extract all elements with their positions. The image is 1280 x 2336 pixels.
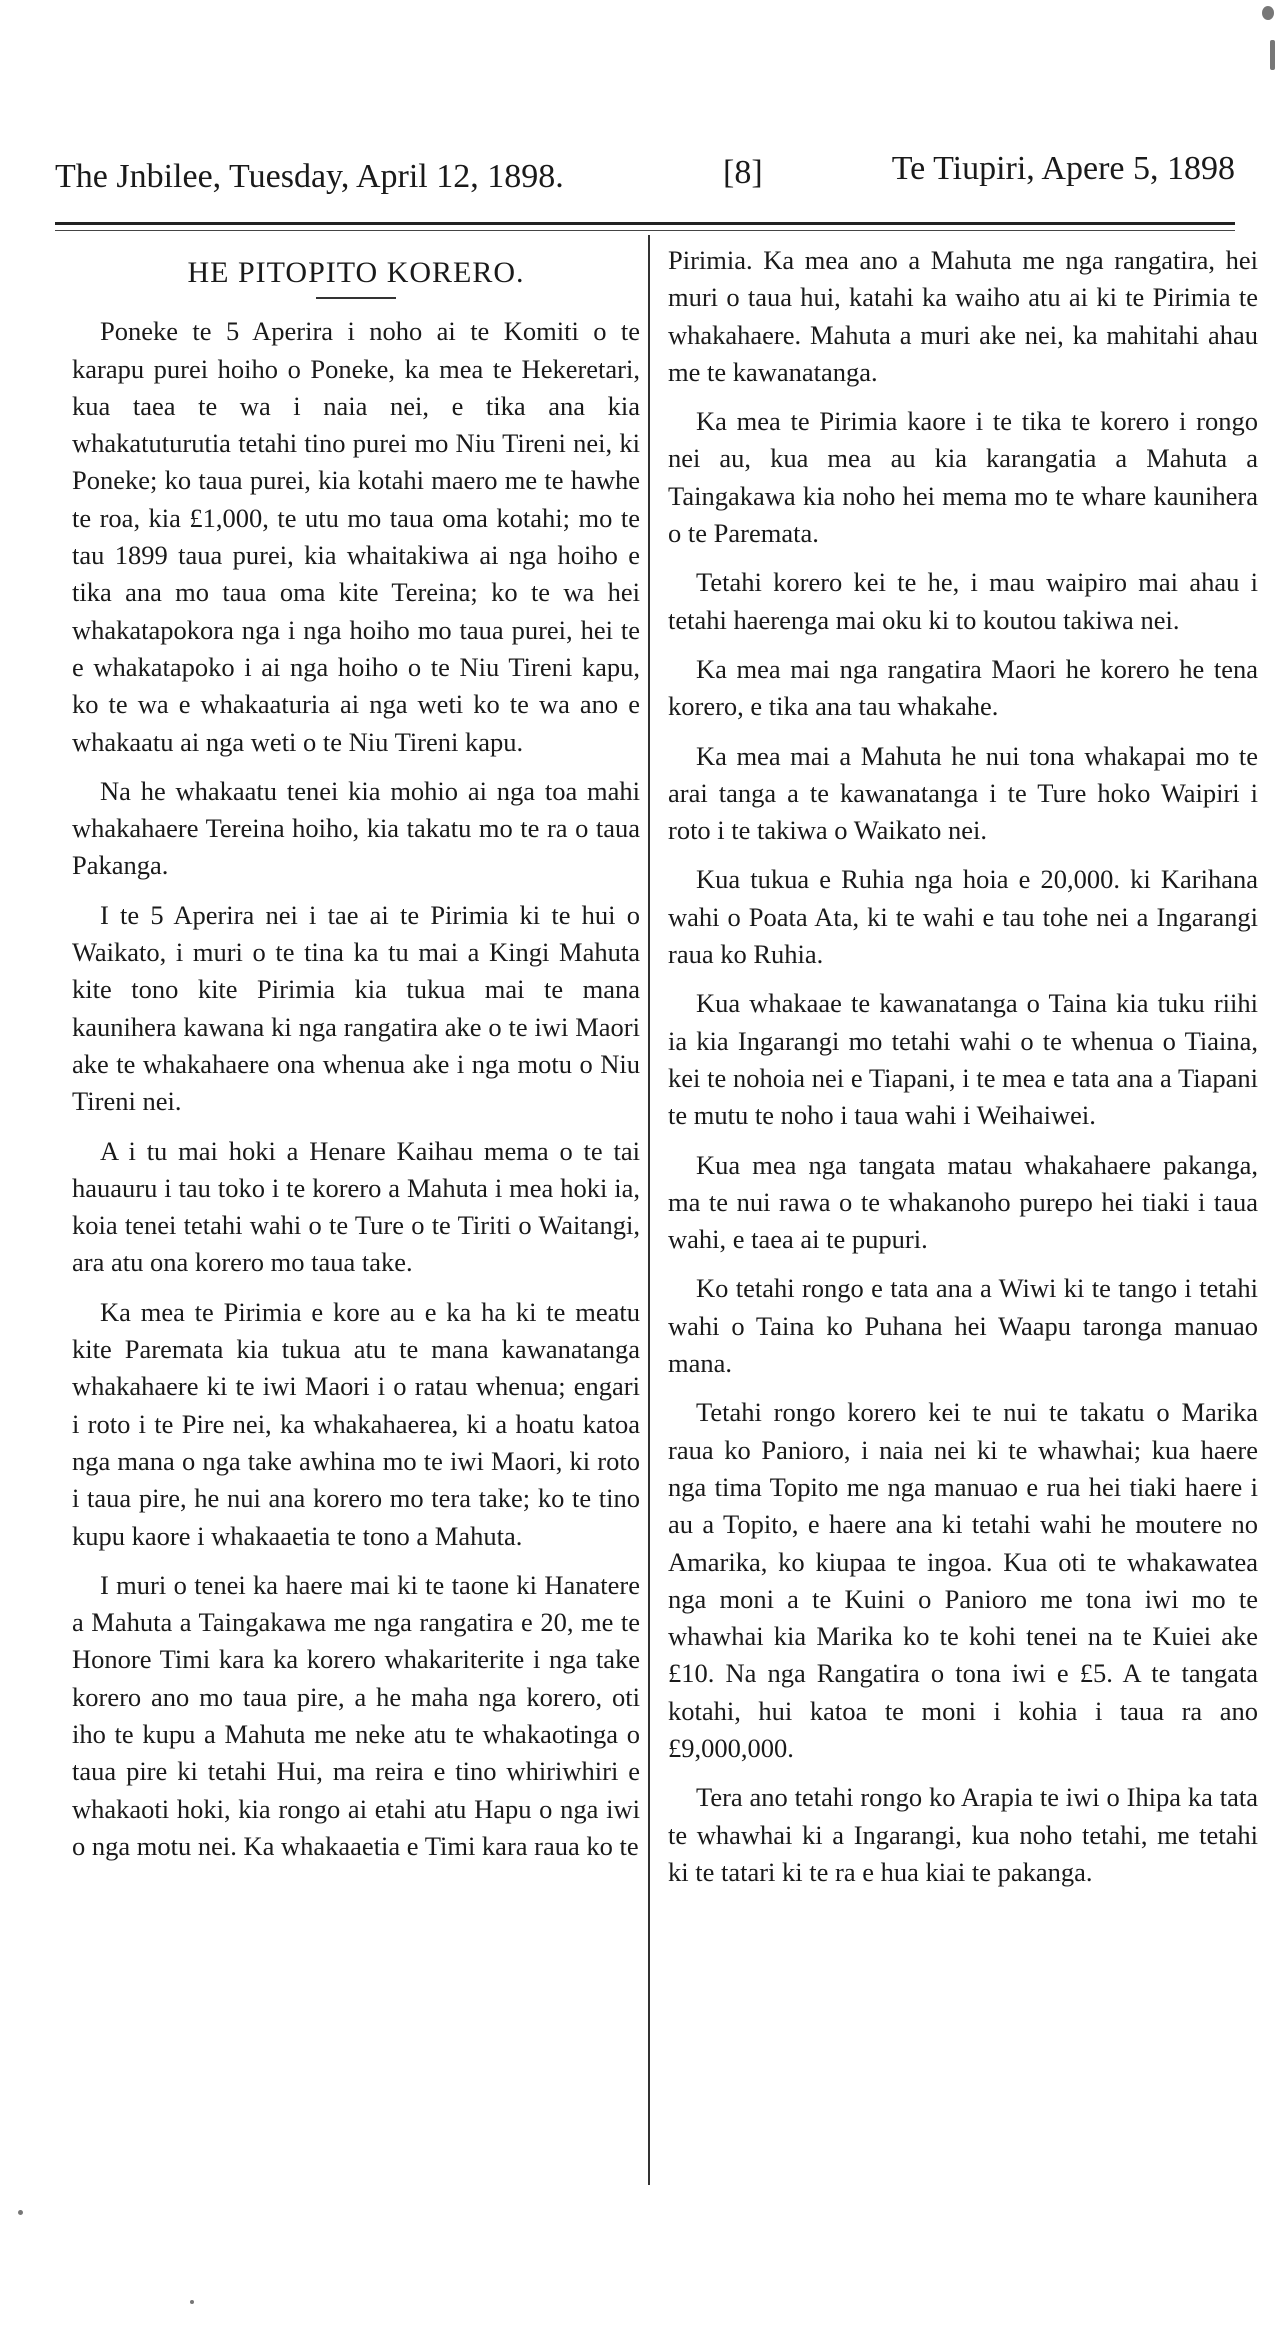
right-column	[668, 242, 1258, 1903]
paragraph: Ka mea te Pirimia kaore i te tika te korero i rongo nei au, kua mea au kia karangatia a Mahuta a Taingakawa kia noho hei mema mo te whare kaunihera o te Paremata.	[668, 406, 1258, 549]
paragraph: Tetahi korero kei te he, i mau waipiro mai ahau i tetahi haerenga mai oku ki to koutou takiwa nei.	[668, 567, 1258, 635]
page-speck	[1270, 40, 1275, 70]
header-date-maori: Te Tiupiri, Apere 5, 1898	[891, 150, 1235, 187]
paragraph: Kua tukua e Ruhia nga hoia e 20,000. ki Karihana wahi o Poata Ata, ki te wahi e tau tohe nei a Ingarangi raua ko Ruhia.	[668, 864, 1258, 970]
page-speck	[1262, 6, 1274, 20]
title-rule	[316, 297, 396, 299]
paragraph: I muri o tenei ka haere mai ki te taone ki Hanatere a Mahuta a Taingakawa me nga rangatira e 20, me te Honore Timi kara ka korero whakariterite i nga take korero ano mo taua pire, a he maha nga korero, oti iho te kupu a Mahuta me neke atu te whakaotinga o taua pire ki tetahi Hui, ma reira e tino whiriwhiri e whakaoti hoki, kia rongo ai etahi atu Hapu o nga iwi o nga motu nei. Ka whakaaetia e Timi kara raua ko te	[72, 1569, 640, 1861]
paragraph-continuation: Pirimia. Ka mea ano a Mahuta me nga rangatira, hei muri o taua hui, katahi ka waiho atu ai ki te Pirimia te whakahaere. Mahuta a muri ake nei, ka mahitahi ahau me te kawanatanga.	[668, 245, 1258, 387]
header-date-english: The Jnbilee, Tuesday, April 12, 1898.	[55, 158, 564, 195]
paragraph: Kua whakaae te kawanatanga o Taina kia tuku riihi ia kia Ingarangi mo tetahi wahi o te whenua o Tiaina, kei te nohoia nei e Tiapani, i te mea e tata ana a Tiapani te mutu te noho i taua wahi i Weihaiwei.	[668, 988, 1258, 1131]
paragraph: Tetahi rongo korero kei te nui te takatu o Marika raua ko Panioro, i naia nei ki te whawhai; kua haere nga tima Topito me nga manuao e rua hei tiaki haere i au a Topito, e haere ana ki tetahi wahi he moutere no Amarika, ko kiupaa te ingoa. Kua oti te whakawatea nga moni a te Kuini o Panioro me tona iwi mo te whawhai kia Marika ko te kohi tenei na te Kuiei ake £10. Na nga Rangatira o tona iwi e £5. A te tangata kotahi, hui katoa te moni i kohia i taua ra ano £9,000,000.	[668, 1397, 1258, 1763]
paragraph: Ko tetahi rongo e tata ana a Wiwi ki te tango i tetahi wahi o Taina ko Puhana hei Waapu taronga manuao mana.	[668, 1273, 1258, 1379]
paragraph: I te 5 Aperira nei i tae ai te Pirimia ki te hui o Waikato, i muri o te tina ka tu mai a Kingi Mahuta kite tono kite Pirimia kia tukua mai te mana kaunihera kawana ki nga rangatira ake o te iwi Maori ake te whakahaere ona whenua ake i nga motu o Niu Tireni nei.	[72, 899, 640, 1117]
page-speck	[18, 2210, 23, 2215]
paragraph: Kua mea nga tangata matau whakahaere pakanga, ma te nui rawa o te whakanoho purepo hei tiaki i taua wahi, e taea ai te pupuri.	[668, 1149, 1258, 1255]
paragraph: Tera ano tetahi rongo ko Arapia te iwi o Ihipa ka tata te whawhai ki a Ingarangi, kua noho tetahi, me tetahi ki te tatari ki te ra e hua kiai te pakanga.	[668, 1782, 1258, 1887]
paragraph: Ka mea te Pirimia e kore au e ka ha ki te meatu kite Paremata kia tukua atu te mana kawanatanga whakahaere ki te iwi Maori i o ratau whenua; engari i roto i te Pire nei, ka whakahaerea, ki a hoatu katoa nga mana o nga take awhina mo te iwi Maori, ki roto i taua pire, he nui ana korero mo tera take; ko te tino kupu kaore i whakaaetia te tono a Mahuta.	[72, 1296, 640, 1551]
left-column	[72, 242, 640, 1877]
column-divider	[648, 235, 650, 2185]
header-rule-thin	[55, 230, 1235, 231]
page-speck	[190, 2300, 194, 2304]
page-number: [8]	[723, 154, 763, 191]
paragraph: A i tu mai hoki a Henare Kaihau mema o te tai hauauru i tau toko i te korero a Mahuta i mea hoki ia, koia tenei tetahi wahi o te Ture o te Tiriti o Waitangi, ara atu ona korero mo taua take.	[72, 1135, 640, 1278]
paragraph: Ka mea mai a Mahuta he nui tona whakapai mo te arai tanga a te kawanatanga i te Ture hoko Waipiri i roto i te takiwa o Waikato nei.	[668, 740, 1258, 846]
paragraph: Poneke te 5 Aperira i noho ai te Komiti o te karapu purei hoiho o Poneke, ka mea te Hekeretari, kua taea te wa i naia nei, e tika ana kia whakatuturutia tetahi tino purei mo Niu Tireni nei, ki Poneke; ko taua purei, kia kotahi maero me te hawhe te roa, kia £1,000, te utu mo taua oma kotahi; mo te tau 1899 taua purei, kia whaitakiwa ai nga hoiho e tika ana mo taua oma kite Tereina; ko te wa hei whakatapokora nga i nga hoiho mo taua purei, hei te e whakatapoko i ai nga hoiho o te Niu Tireni kapu, ko te wa e whakaaturia ai nga weti ko te wa ano e whakaatu ai nga weti o te Niu Tireni kapu.	[72, 316, 640, 757]
paragraph: Na he whakaatu tenei kia mohio ai nga toa mahi whakahaere Tereina hoiho, kia takatu mo te ra o taua Pakanga.	[72, 775, 640, 881]
paragraph: Ka mea mai nga rangatira Maori he korero he tena korero, e tika ana tau whakahe.	[668, 653, 1258, 722]
page-header	[55, 150, 1235, 200]
header-rule-thick	[55, 222, 1235, 225]
article-title: HE PITOPITO KORERO.	[187, 256, 525, 289]
